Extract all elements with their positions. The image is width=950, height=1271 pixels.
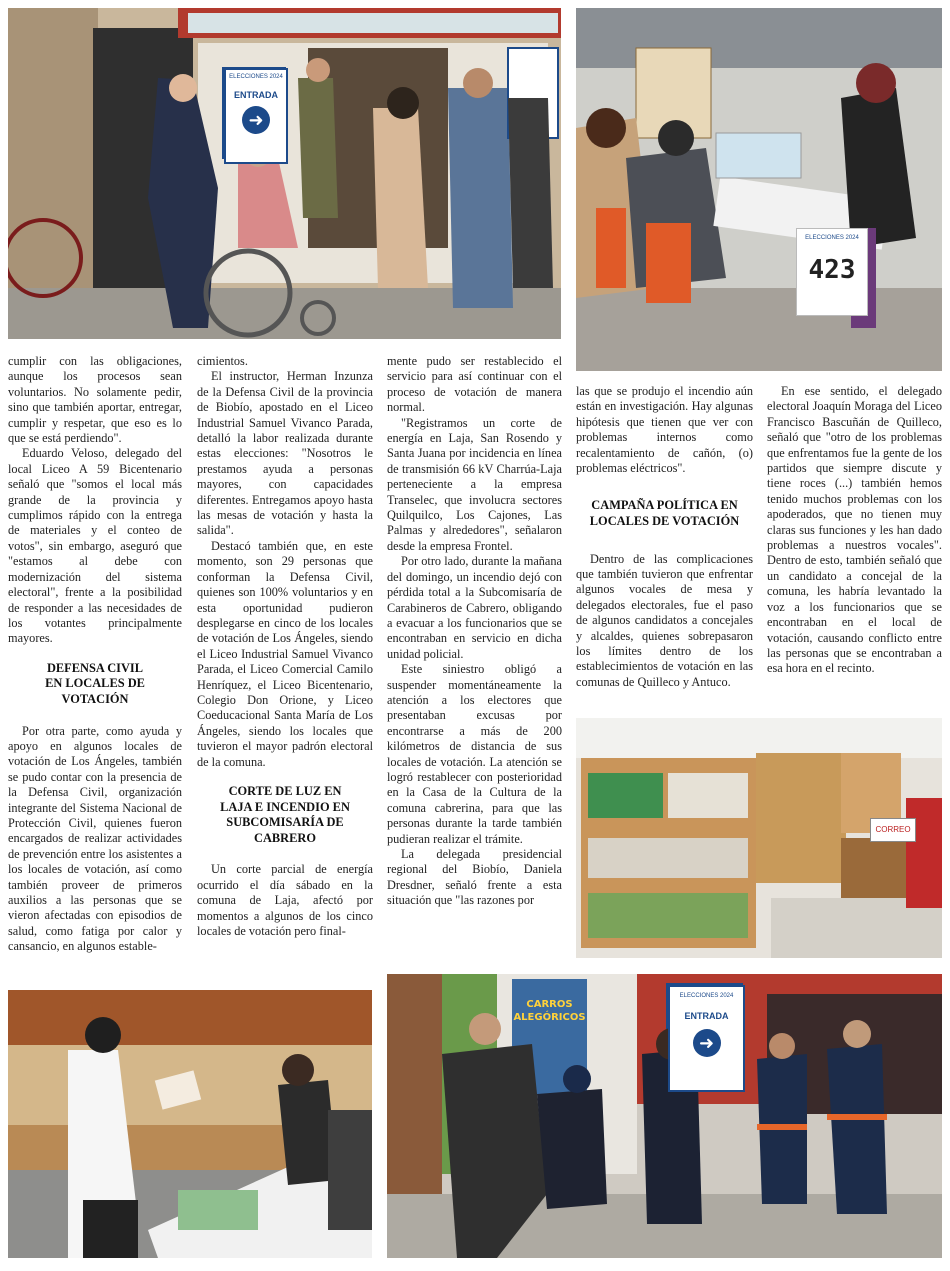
elecciones-logo: ELECCIONES 2024 (679, 993, 734, 999)
entrance-sign-bottom (668, 985, 745, 1092)
col4-paragraph-1: las que se produjo el incendio aún están en investigación. Hay algunas hipótesis que tienen que ver con problemas internos como recalentamiento de cañón, (o) problemas eléctricos". (576, 384, 753, 476)
col3-paragraph-2: "Registramos un corte de energía en Laja, San Rosendo y Santa Juana por incidencia en línea de transmisión 66 kV Charrúa-Laja perteneciente a la empresa Transelec, que involucra sectores Quilquilco, Los Cajones, Las Palmas y alrededores", señalaron desde la empresa Frontel. (387, 415, 562, 553)
col1-paragraph-1: cumplir con las obligaciones, aunque los procesos sean voluntarios. No solamente pedir, sino que también aportar, entregar, cumplir y respetar, que eso es lo que se está perdiendo". (8, 354, 182, 446)
col2-paragraph-2: El instructor, Herman Inzunza de la Defensa Civil de la provincia de Biobío, apostado en el Liceo Industrial Samuel Vivanco Parada, detalló la labor realizada durante estas elecciones: "Nosotros le prestamos ayuda a personas mayores, con capacidades diferentes. Entregamos apoyo hasta las mesas de votación y hasta la salida". (197, 369, 373, 538)
entrance-label: ENTRADA (234, 90, 278, 100)
col5-paragraph-1: En ese sentido, el delegado electoral Joaquín Moraga del Liceo Francisco Bascuñán de Quilleco, señaló que "otro de los problemas que enfrentamos fue la gente de los partidos que siempre discute y tiene roces (...) también hemos tenido muchos problemas con los apoderados, que no tienen muy claras sus funciones y les han dado problemas a nuestros vocales". Dentro de esto, también señaló que un candidato a concejal de la comuna, les habría levantado la voz a los funcionarios que se encontraban en el local de votación, causando conflicto entre las personas que se encontraban a esa hora en el recinto. (767, 384, 942, 676)
article-column-2 (197, 354, 373, 939)
correo-box-label (870, 818, 916, 842)
article-column-3 (387, 354, 562, 909)
col3-paragraph-3: Por otro lado, durante la mañana del domingo, un incendio dejó con pérdida total a la Subcomisaría de Carabineros de Cabrero, obligando a evacuar a los funcionarios que se encontraban en servicio en dicha unidad policial. (387, 554, 562, 661)
col3-paragraph-5: La delegada presidencial regional del Biobío, Daniela Dresdner, señaló frente a esta situación que "las razones por (387, 847, 562, 908)
carnival-poster (513, 980, 586, 1092)
elecciones-logo: ELECCIONES 2024 (229, 74, 283, 80)
elecciones-logo: ELECCIONES 2024 (805, 235, 859, 241)
col2-paragraph-4: Un corte parcial de energía ocurrido el día sábado en la comuna de Laja, afectó por momentos a algunos de los cinco locales de votación pero final- (197, 862, 373, 938)
arrow-right-icon: ➜ (693, 1029, 721, 1057)
col2-paragraph-3: Destacó también que, en este momento, son 29 personas que conforman la Defensa Civil, quienes son 100% voluntarios y en esta oportunidad pudieron desplegarse en cinco de los locales de votación de Los Ángeles, siendo el Liceo Industrial Samuel Vivanco Parada, el Liceo Comercial Camilo Henríquez, el Liceo Bicentenario, Colegio Don Orione, y Liceo Coeducacional Santa María de Los Ángeles, siendo los locales que tuvieron el mayor padrón electoral de la comuna. (197, 538, 373, 769)
article-column-1 (8, 354, 182, 955)
photo-entrance-wheelchair (8, 8, 561, 339)
photo-gym-voting (8, 990, 372, 1258)
poster-title: CARROS ALEGÓRICOS (513, 999, 586, 1023)
col3-paragraph-1: mente pudo ser restablecido el servicio para así continuar con el proceso de votación de manera normal. (387, 354, 562, 415)
heading-defensa-civil: DEFENSA CIVIL EN LOCALES DE VOTACIÓN (45, 660, 145, 706)
entrance-label: ENTRADA (684, 1011, 729, 1021)
entrance-sign (224, 68, 288, 164)
col1-paragraph-3: Por otra parte, como ayuda y apoyo en algunos locales de votación de Los Ángeles, también se pudo contar con la presencia de la Defensa Civil, organización integrante del Sistema Nacional de Protección Civil, quienes fueron encargados de realizar actividades de prevención entre los asistentes a los locales de votación, así como también proveer de primeros auxilios a las personas que se vieron afectadas con episodios de salud, como fatiga por calor y cansancio, en algunos estable- (8, 723, 182, 954)
photo-election-boxes (576, 718, 942, 958)
article-column-4 (576, 384, 753, 690)
table-number-sign (796, 228, 868, 316)
heading-corte-de-luz: CORTE DE LUZ EN LAJA E INCENDIO EN SUBCOMISARÍA DE CABRERO (220, 783, 350, 845)
heading-campana-politica: CAMPAÑA POLÍTICA EN LOCALES DE VOTACIÓN (589, 498, 740, 529)
arrow-right-icon: ➜ (242, 106, 270, 134)
col2-paragraph-1: cimientos. (197, 354, 248, 368)
col4-paragraph-2: Dentro de las complicaciones que también tuvieron que enfrentar algunos vocales de mesa y delegados electorales, fue el paso de algunos candidatos a concejales y alcaldes, quienes sobrepasaron los límites dentro de los establecimientos de votación en las comunas de Quilleco y Antuco. (576, 551, 753, 689)
col3-paragraph-4: Este siniestro obligó a suspender momentáneamente la atención a los electores que presentaban excusas por encontrarse a más de 200 kilómetros de distancia de sus locales de votación. La atención se logró restablecer con posterioridad en la Casa de la Cultura de la comuna cabrerina, para que las personas durante la tarde también pudieran realizar el trámite. (387, 662, 562, 846)
table-number: 423 (808, 255, 856, 285)
col1-paragraph-2: Eduardo Veloso, delegado del local Liceo A 59 Bicentenario señaló que "somos el local más grande de la provincia y cumplimos rápido con la entrega de materiales y el conteo de votos", sin embargo, aseguró que "estamos al debe con modernización del sistema electoral", frente a la posibilidad de responder a las necesidades de los votantes principalmente mayores. (8, 446, 182, 646)
photo-defensa-civil-entrance (387, 974, 942, 1258)
photo-voting-table-423 (576, 8, 942, 371)
article-column-5 (767, 384, 942, 677)
correo-label: CORREO (875, 825, 911, 834)
